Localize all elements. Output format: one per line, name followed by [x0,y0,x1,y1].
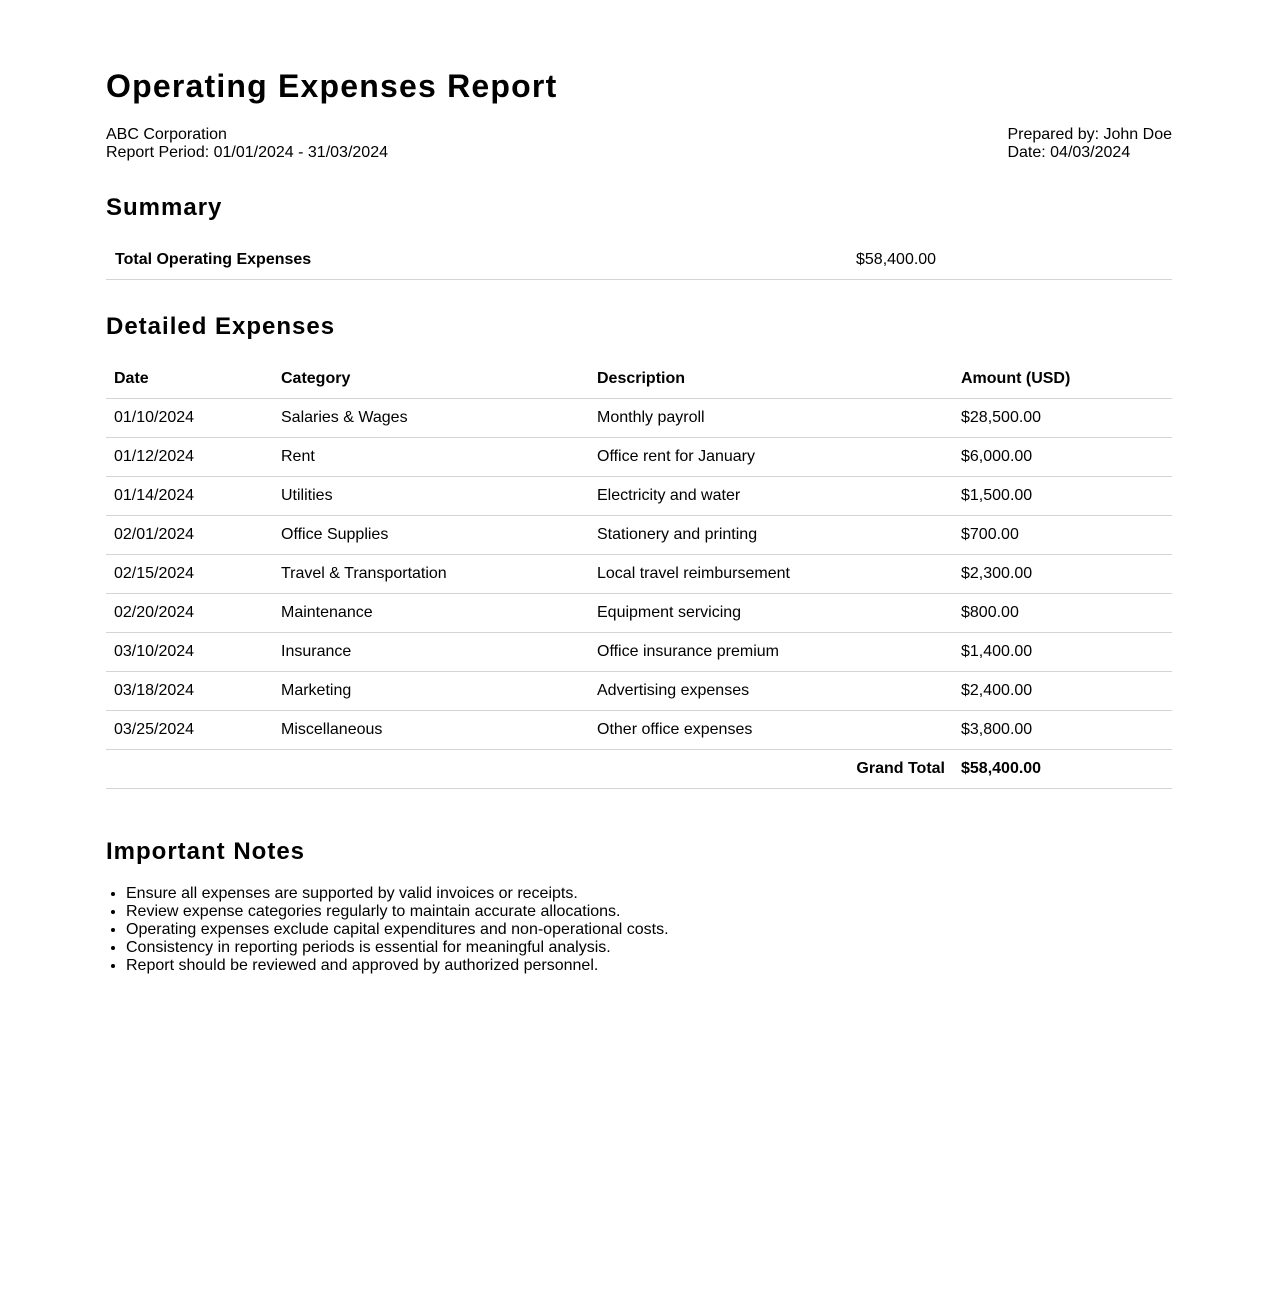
total-expenses-value: $58,400.00 [847,241,1172,280]
notes-list [106,885,669,975]
summary-row [106,241,1172,280]
table-row [106,399,1172,438]
cell-category: Utilities [273,477,589,516]
cell-date: 03/10/2024 [106,633,273,672]
cell-description: Other office expenses [589,711,953,750]
cell-amount: $6,000.00 [953,438,1172,477]
report-meta-left [106,126,388,162]
cell-category: Marketing [273,672,589,711]
cell-date: 01/14/2024 [106,477,273,516]
table-row [106,555,1172,594]
cell-date: 02/01/2024 [106,516,273,555]
cell-amount: $3,800.00 [953,711,1172,750]
grand-total-label: Grand Total [106,750,953,789]
table-row [106,516,1172,555]
cell-date: 02/20/2024 [106,594,273,633]
report-date: Date: 04/03/2024 [1007,144,1131,161]
table-row [106,477,1172,516]
cell-category: Salaries & Wages [273,399,589,438]
cell-category: Insurance [273,633,589,672]
cell-description: Equipment servicing [589,594,953,633]
summary-table [106,241,1172,280]
grand-total-value: $58,400.00 [953,750,1172,789]
important-notes-heading: Important Notes [106,838,306,865]
grand-total-row [106,750,1172,789]
column-header-amount: Amount (USD) [953,360,1172,399]
table-row [106,672,1172,711]
cell-description: Stationery and printing [589,516,953,555]
cell-amount: $800.00 [953,594,1172,633]
cell-description: Local travel reimbursement [589,555,953,594]
column-header-category: Category [273,360,589,399]
cell-date: 02/15/2024 [106,555,273,594]
total-expenses-label: Total Operating Expenses [106,241,847,280]
cell-category: Office Supplies [273,516,589,555]
table-header-row [106,360,1172,399]
note-item: • Ensure all expenses are supported by valid invoices or receipts. [126,885,669,903]
cell-category: Rent [273,438,589,477]
prepared-by: Prepared by: John Doe [1007,126,1172,143]
cell-date: 01/10/2024 [106,399,273,438]
note-item: • Consistency in reporting periods is essential for meaningful analysis. [126,939,669,957]
cell-description: Advertising expenses [589,672,953,711]
cell-category: Travel & Transportation [273,555,589,594]
cell-description: Office rent for January [589,438,953,477]
cell-amount: $700.00 [953,516,1172,555]
note-item: • Operating expenses exclude capital expenditures and non-operational costs. [126,921,669,939]
report-meta-right [1007,126,1172,162]
cell-description: Electricity and water [589,477,953,516]
table-row [106,438,1172,477]
report-title: Operating Expenses Report [106,68,558,104]
cell-date: 01/12/2024 [106,438,273,477]
cell-description: Monthly payroll [589,399,953,438]
cell-date: 03/25/2024 [106,711,273,750]
column-header-date: Date [106,360,273,399]
cell-category: Miscellaneous [273,711,589,750]
detailed-expenses-heading: Detailed Expenses [106,313,336,340]
company-name: ABC Corporation [106,126,227,143]
cell-amount: $28,500.00 [953,399,1172,438]
note-item: • Review expense categories regularly to maintain accurate allocations. [126,903,669,921]
table-row [106,594,1172,633]
cell-amount: $2,400.00 [953,672,1172,711]
cell-description: Office insurance premium [589,633,953,672]
report-period: Report Period: 01/01/2024 - 31/03/2024 [106,144,388,161]
summary-heading: Summary [106,194,223,221]
column-header-description: Description [589,360,953,399]
cell-category: Maintenance [273,594,589,633]
cell-date: 03/18/2024 [106,672,273,711]
table-row [106,711,1172,750]
expenses-table [106,360,1172,789]
table-row [106,633,1172,672]
cell-amount: $2,300.00 [953,555,1172,594]
cell-amount: $1,400.00 [953,633,1172,672]
note-item: • Report should be reviewed and approved by authorized personnel. [126,957,669,975]
cell-amount: $1,500.00 [953,477,1172,516]
